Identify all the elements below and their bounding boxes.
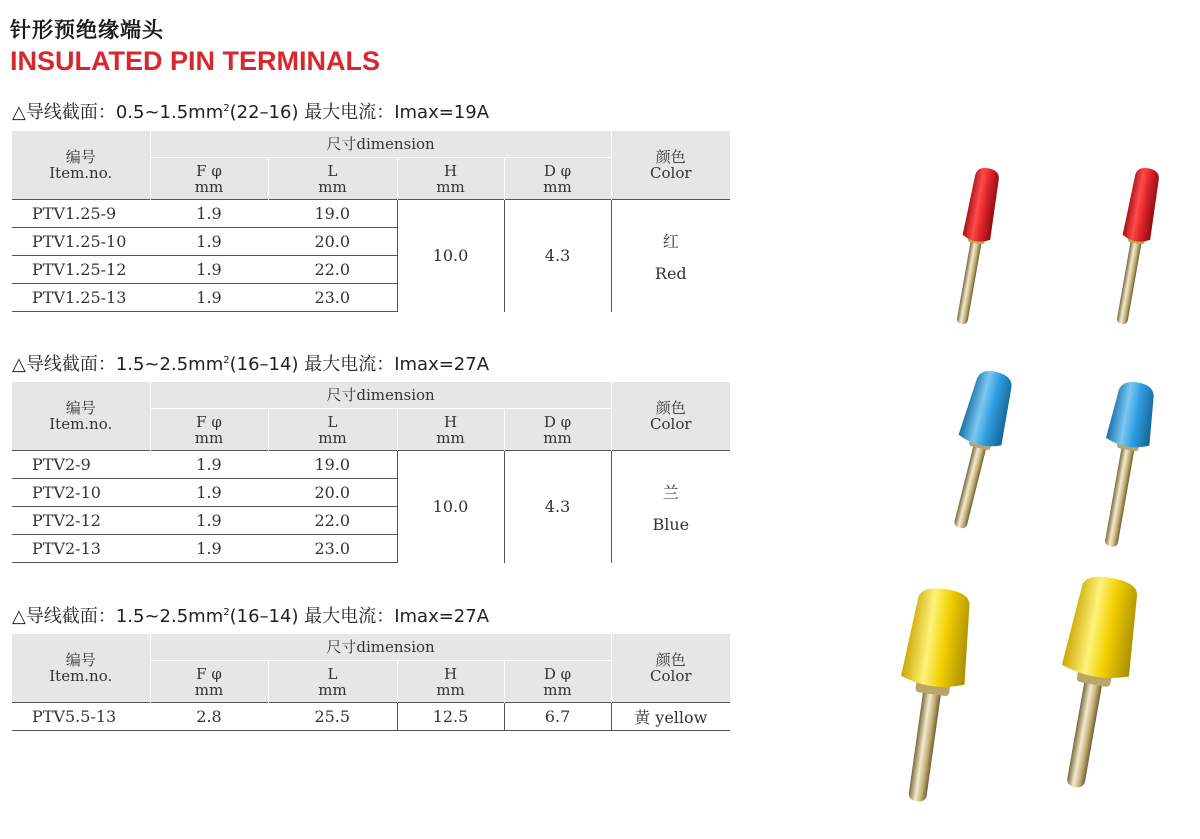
color-cell: 红 Red <box>611 200 730 312</box>
f-cell: 1.9 <box>150 284 268 312</box>
h-header: H mm <box>397 661 504 703</box>
f-header: F φ mm <box>150 158 268 200</box>
blue-terminal-right <box>1088 379 1160 550</box>
f-cell: 1.9 <box>150 228 268 256</box>
table-row <box>12 200 730 228</box>
d-cell: 4.3 <box>504 200 611 312</box>
l-cell: 20.0 <box>268 228 397 256</box>
h-cell: 10.0 <box>397 451 504 563</box>
dimension-header: 尺寸dimension <box>150 131 611 158</box>
f-cell: 1.9 <box>150 256 268 284</box>
item-cell: PTV5.5-13 <box>12 703 150 731</box>
dimension-header: 尺寸dimension <box>150 382 611 409</box>
color-header: 颜色 Color <box>611 382 730 451</box>
f-cell: 1.9 <box>150 479 268 507</box>
l-cell: 23.0 <box>268 284 397 312</box>
table-row <box>12 451 730 479</box>
item-cell: PTV2-13 <box>12 535 150 563</box>
page-title-cn: 针形预绝缘端头 <box>10 18 164 42</box>
section-3-heading: △导线截面：$1.5\sim 2.5mm^2(16-14)$ 最大电流：Imax=27A <box>12 606 490 627</box>
l-cell: 20.0 <box>268 479 397 507</box>
d-header: D φ mm <box>504 409 611 451</box>
d-cell: 6.7 <box>504 703 611 731</box>
l-header: L mm <box>268 661 397 703</box>
product-photos <box>780 0 1200 839</box>
item-header: 编号 Item.no. <box>12 131 150 200</box>
l-cell: 23.0 <box>268 535 397 563</box>
l-cell: 19.0 <box>268 451 397 479</box>
item-cell: PTV1.25-10 <box>12 228 150 256</box>
red-terminal-left <box>947 166 1002 326</box>
d-cell: 4.3 <box>504 451 611 563</box>
f-header: F φ mm <box>150 661 268 703</box>
f-cell: 1.9 <box>150 507 268 535</box>
spec-table-2 <box>12 382 730 563</box>
spec-table-3 <box>12 634 730 731</box>
l-cell: 22.0 <box>268 256 397 284</box>
h-cell: 12.5 <box>397 703 504 731</box>
f-cell: 2.8 <box>150 703 268 731</box>
item-header: 编号 Item.no. <box>12 382 150 451</box>
color-header: 颜色 Color <box>611 634 730 703</box>
item-cell: PTV1.25-13 <box>12 284 150 312</box>
f-header: F φ mm <box>150 409 268 451</box>
d-header: D φ mm <box>504 661 611 703</box>
yellow-terminal-left <box>884 585 977 806</box>
item-cell: PTV2-10 <box>12 479 150 507</box>
item-cell: PTV1.25-12 <box>12 256 150 284</box>
h-header: H mm <box>397 158 504 200</box>
section-2-heading: △导线截面：$1.5\sim 2.5mm^2(16-14)$ 最大电流：Imax=27A <box>12 354 490 375</box>
f-cell: 1.9 <box>150 535 268 563</box>
h-cell: 10.0 <box>397 200 504 312</box>
l-header: L mm <box>268 158 397 200</box>
h-header: H mm <box>397 409 504 451</box>
color-cell: 黄 yellow <box>611 703 730 731</box>
l-cell: 19.0 <box>268 200 397 228</box>
dimension-header: 尺寸dimension <box>150 634 611 661</box>
d-header: D φ mm <box>504 158 611 200</box>
item-cell: PTV1.25-9 <box>12 200 150 228</box>
f-cell: 1.9 <box>150 200 268 228</box>
yellow-terminal-right <box>1041 572 1145 793</box>
l-header: L mm <box>268 409 397 451</box>
page-title-en: INSULATED PIN TERMINALS <box>10 46 380 76</box>
l-cell: 22.0 <box>268 507 397 535</box>
color-cell: 兰 Blue <box>611 451 730 563</box>
table-row <box>12 703 730 731</box>
item-cell: PTV2-9 <box>12 451 150 479</box>
section-1-heading: △导线截面：$0.5\sim 1.5mm^2(22-16)$ 最大电流：Imax=19A <box>12 102 490 123</box>
blue-terminal-left <box>937 367 1018 533</box>
l-cell: 25.5 <box>268 703 397 731</box>
f-cell: 1.9 <box>150 451 268 479</box>
red-terminal-right <box>1107 166 1162 326</box>
color-header: 颜色 Color <box>611 131 730 200</box>
item-header: 编号 Item.no. <box>12 634 150 703</box>
item-cell: PTV2-12 <box>12 507 150 535</box>
spec-table-1 <box>12 131 730 312</box>
